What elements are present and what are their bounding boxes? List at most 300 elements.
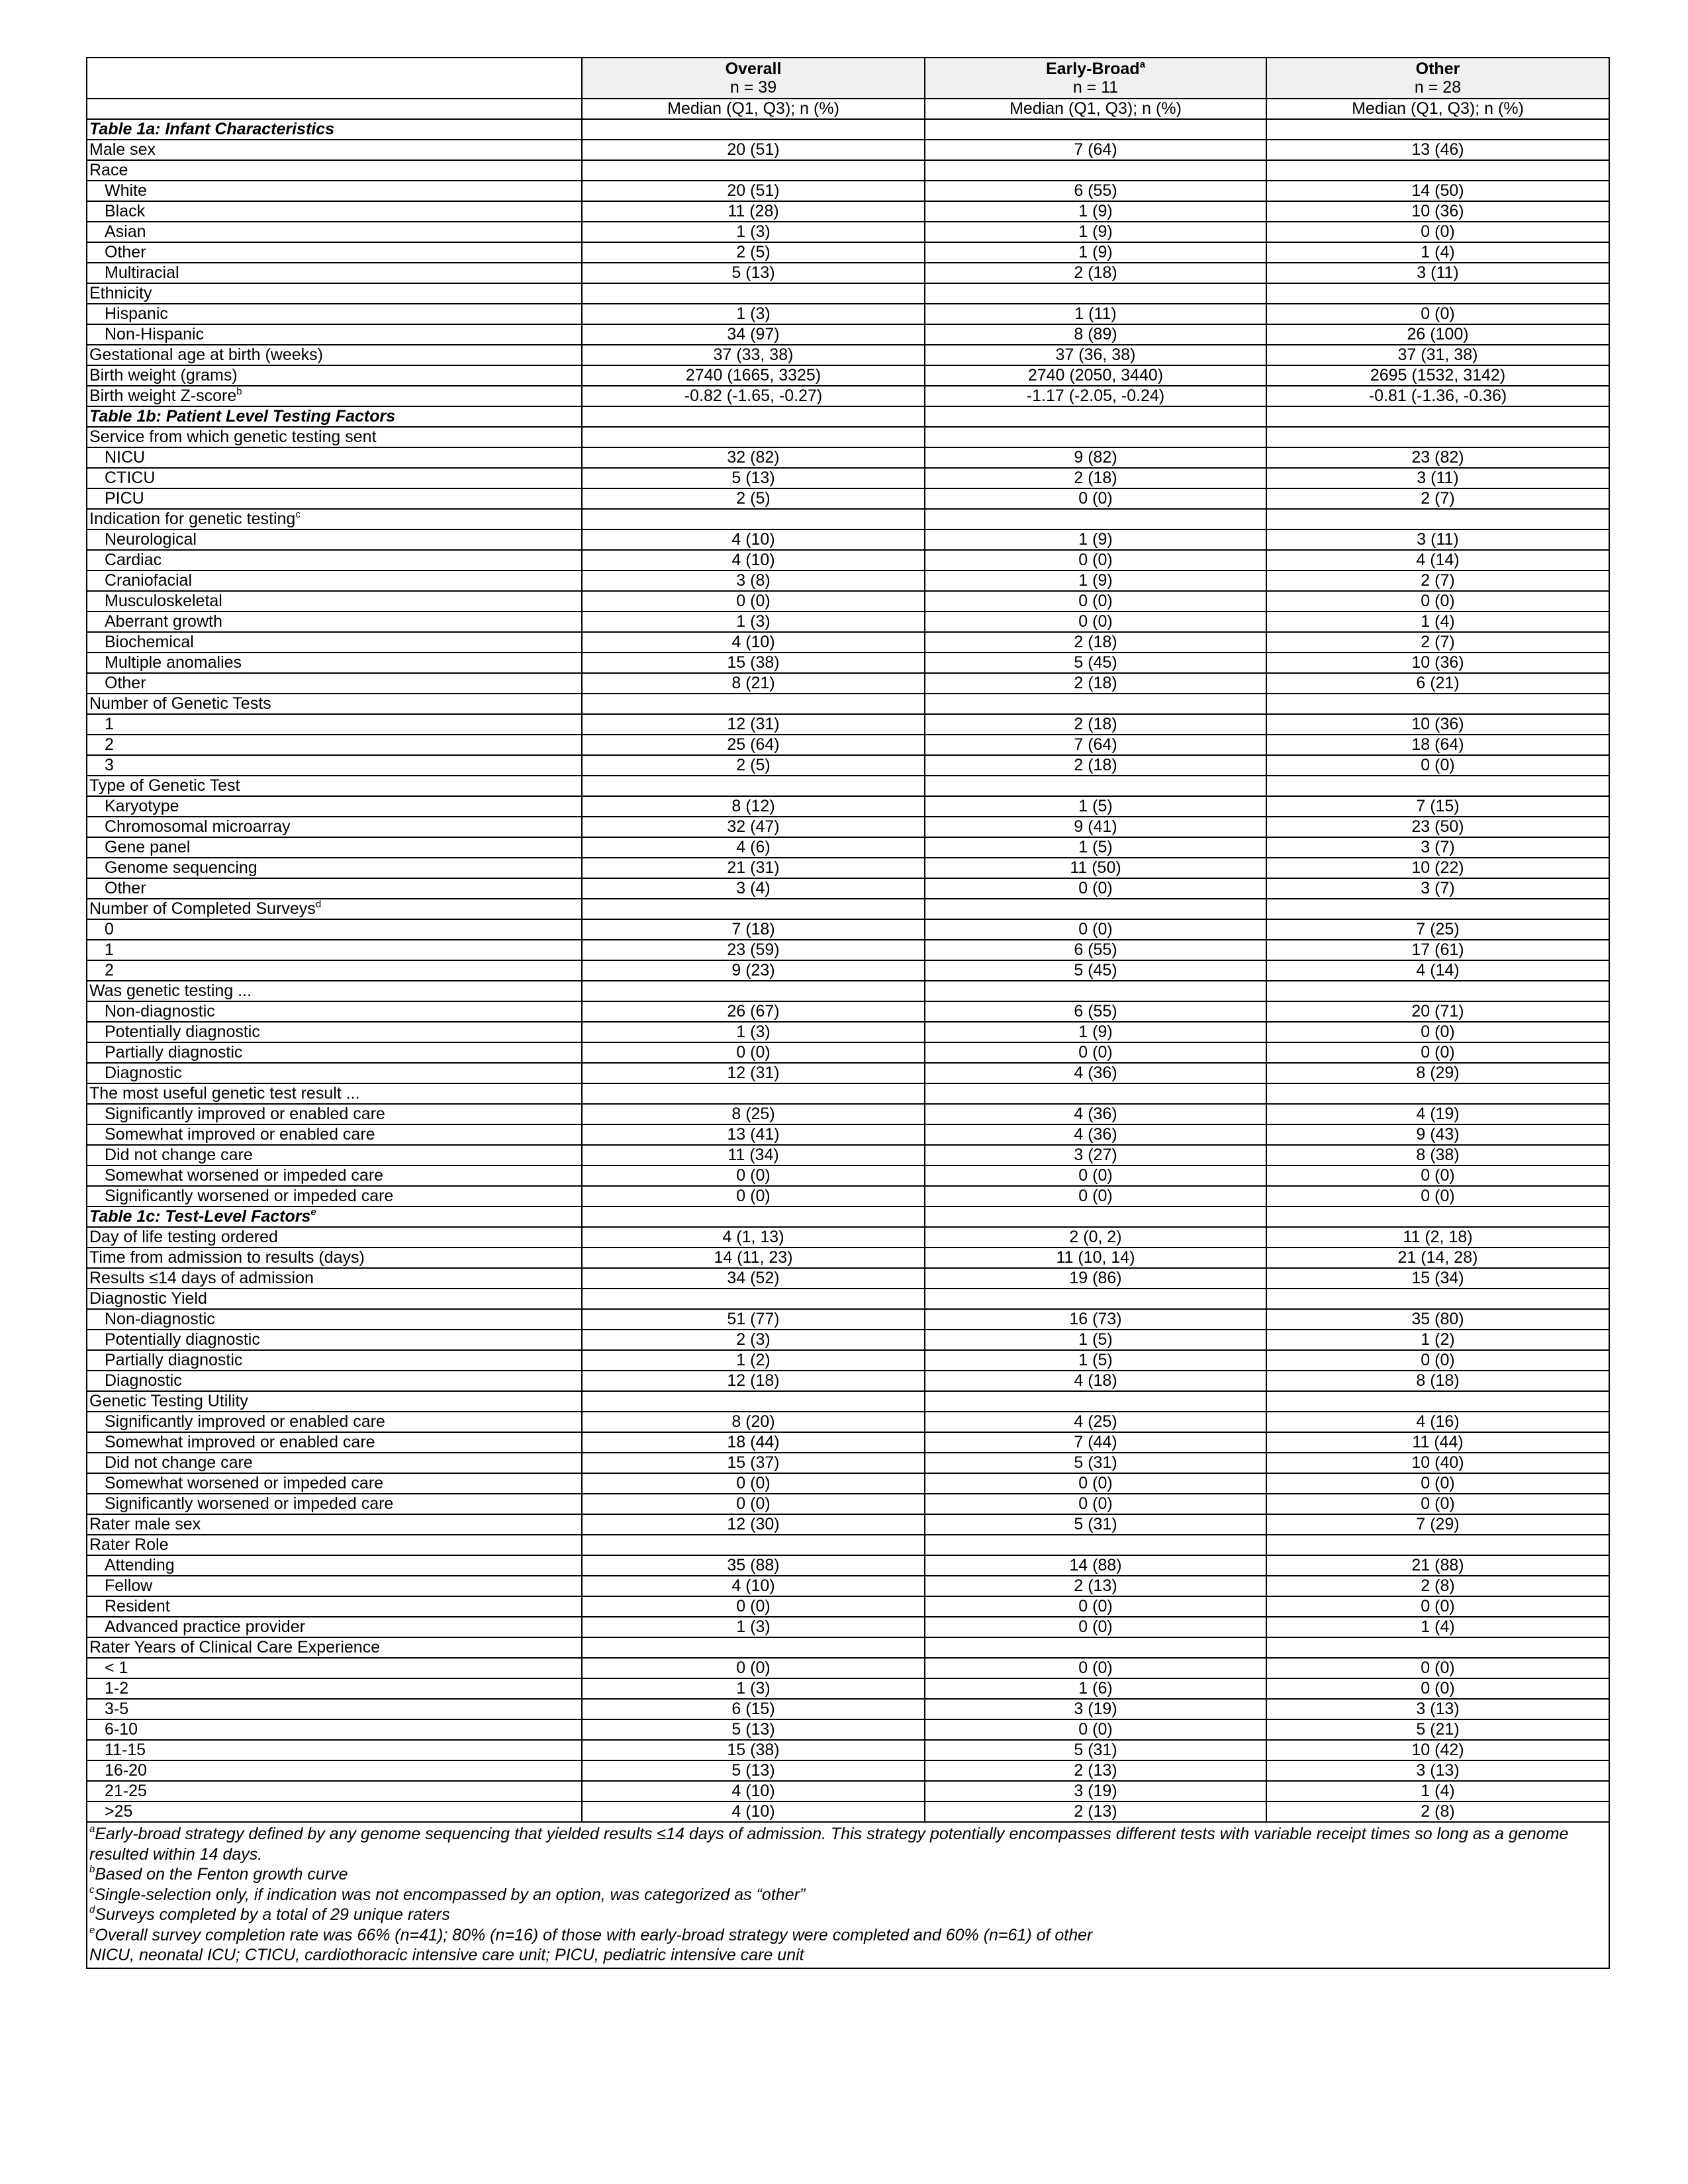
value-cell <box>1266 1391 1609 1412</box>
value-cell <box>582 776 925 796</box>
row-label-cell <box>87 1022 582 1042</box>
value-cell: 32 (82) <box>582 447 925 468</box>
row-label: Musculoskeletal <box>105 592 222 610</box>
value-cell <box>582 1206 925 1227</box>
table-row <box>87 140 1609 160</box>
row-label: Diagnostic <box>105 1064 182 1082</box>
row-label-cell <box>87 1309 582 1330</box>
table-row <box>87 447 1609 468</box>
row-label: Craniofacial <box>105 571 193 590</box>
value-cell: 0 (0) <box>1266 1658 1609 1678</box>
value-cell: 0 (0) <box>925 550 1266 570</box>
value-cell: 1 (2) <box>1266 1330 1609 1350</box>
row-label-cell <box>87 1186 582 1206</box>
row-label: Resident <box>105 1597 170 1615</box>
table-row <box>87 591 1609 612</box>
value-cell: 0 (0) <box>925 1596 1266 1617</box>
value-cell: 1 (9) <box>925 529 1266 550</box>
value-cell: 4 (10) <box>582 529 925 550</box>
value-cell: 3 (8) <box>582 570 925 591</box>
value-cell: 0 (0) <box>925 878 1266 899</box>
value-cell: 0 (0) <box>925 591 1266 612</box>
value-cell <box>582 899 925 919</box>
value-cell: 4 (14) <box>1266 960 1609 981</box>
value-cell: 10 (36) <box>1266 714 1609 735</box>
value-cell: 10 (36) <box>1266 653 1609 673</box>
table-row <box>87 1042 1609 1063</box>
value-cell <box>582 160 925 181</box>
column-n: n = 28 <box>1414 78 1462 97</box>
value-cell: 0 (0) <box>1266 1042 1609 1063</box>
section-title: Table 1a: Infant Characteristics <box>89 120 335 138</box>
value-cell: 3 (7) <box>1266 837 1609 858</box>
row-label: Black <box>105 202 146 220</box>
value-cell <box>925 899 1266 919</box>
value-cell: 4 (18) <box>925 1371 1266 1391</box>
value-cell: 1 (4) <box>1266 242 1609 263</box>
value-cell: 5 (13) <box>582 1760 925 1781</box>
value-cell: 23 (50) <box>1266 817 1609 837</box>
row-label: Other <box>105 879 146 897</box>
row-label: Non-Hispanic <box>105 325 205 343</box>
footnote <box>89 1905 1607 1925</box>
value-cell: 4 (10) <box>582 1801 925 1822</box>
row-label: Genome sequencing <box>105 858 258 877</box>
value-cell: 12 (31) <box>582 1063 925 1083</box>
footnote <box>89 1824 1607 1864</box>
row-label-cell <box>87 365 582 386</box>
row-label-cell <box>87 406 582 427</box>
row-label-cell <box>87 1248 582 1268</box>
value-cell: 1 (9) <box>925 201 1266 222</box>
row-label-cell <box>87 1760 582 1781</box>
value-cell: 4 (19) <box>1266 1104 1609 1124</box>
row-label: 2 <box>105 735 114 754</box>
column-header-early-broad <box>925 58 1266 99</box>
footnote-marker: c <box>295 509 301 520</box>
value-cell: 2 (7) <box>1266 570 1609 591</box>
value-cell: 0 (0) <box>1266 1022 1609 1042</box>
value-cell <box>582 1083 925 1104</box>
value-cell <box>1266 981 1609 1001</box>
row-label-cell <box>87 796 582 817</box>
footnote-marker: b <box>89 1864 95 1875</box>
row-label: Asian <box>105 222 146 241</box>
column-header-overall <box>582 58 925 99</box>
table-row <box>87 1145 1609 1165</box>
row-label: Hispanic <box>105 304 168 323</box>
table-row <box>87 1555 1609 1576</box>
value-cell <box>925 776 1266 796</box>
row-label-cell <box>87 694 582 714</box>
value-cell: 1 (5) <box>925 1350 1266 1371</box>
value-cell: 4 (10) <box>582 1576 925 1596</box>
row-label: Significantly worsened or impeded care <box>105 1187 394 1205</box>
table-row <box>87 1001 1609 1022</box>
value-cell: 5 (45) <box>925 653 1266 673</box>
value-cell <box>1266 406 1609 427</box>
footnote-marker: b <box>236 386 242 397</box>
row-label-cell <box>87 1268 582 1289</box>
row-label-cell <box>87 1206 582 1227</box>
row-label: Significantly worsened or impeded care <box>105 1494 394 1513</box>
row-label-cell <box>87 632 582 653</box>
value-cell: 1 (5) <box>925 1330 1266 1350</box>
value-cell: 2 (13) <box>925 1760 1266 1781</box>
value-cell: 1 (3) <box>582 222 925 242</box>
value-cell: 19 (86) <box>925 1268 1266 1289</box>
table-row <box>87 1412 1609 1432</box>
row-label: Aberrant growth <box>105 612 222 631</box>
value-cell: 6 (15) <box>582 1699 925 1719</box>
table-row <box>87 837 1609 858</box>
footnote-text: NICU, neonatal ICU; CTICU, cardiothoracic intensive care unit; PICU, pediatric intensive care unit <box>89 1946 804 1964</box>
table-row <box>87 735 1609 755</box>
value-cell: 8 (25) <box>582 1104 925 1124</box>
row-label-cell <box>87 468 582 488</box>
table-row <box>87 1596 1609 1617</box>
value-cell: 6 (55) <box>925 181 1266 201</box>
row-label-cell <box>87 509 582 529</box>
row-label: Number of Genetic Tests <box>89 694 271 713</box>
row-label: CTICU <box>105 469 156 487</box>
value-cell: 4 (10) <box>582 632 925 653</box>
table-row <box>87 1165 1609 1186</box>
table-row <box>87 181 1609 201</box>
row-label-cell <box>87 488 582 509</box>
value-cell: 21 (88) <box>1266 1555 1609 1576</box>
footnote <box>89 1864 1607 1885</box>
value-cell: 0 (0) <box>582 1165 925 1186</box>
row-label: Did not change care <box>105 1146 253 1164</box>
value-cell: 1 (3) <box>582 1617 925 1637</box>
row-label: 1 <box>105 715 114 733</box>
table-row <box>87 1494 1609 1514</box>
value-cell: 5 (31) <box>925 1740 1266 1760</box>
table-row <box>87 796 1609 817</box>
table-row <box>87 1186 1609 1206</box>
value-cell <box>925 1083 1266 1104</box>
table-row <box>87 1473 1609 1494</box>
table-row <box>87 468 1609 488</box>
row-label: Rater Role <box>89 1535 169 1554</box>
stat-header-row <box>87 99 1609 119</box>
category-row <box>87 1535 1609 1555</box>
value-cell: 2 (18) <box>925 714 1266 735</box>
row-label-cell <box>87 1596 582 1617</box>
value-cell: 9 (41) <box>925 817 1266 837</box>
category-row <box>87 283 1609 304</box>
value-cell: 3 (11) <box>1266 529 1609 550</box>
value-cell: 7 (64) <box>925 140 1266 160</box>
table-row <box>87 653 1609 673</box>
row-label: Other <box>105 243 146 261</box>
value-cell: 12 (18) <box>582 1371 925 1391</box>
value-cell: 3 (13) <box>1266 1760 1609 1781</box>
category-row <box>87 160 1609 181</box>
row-label-cell <box>87 427 582 447</box>
value-cell: 0 (0) <box>1266 755 1609 776</box>
value-cell: 4 (16) <box>1266 1412 1609 1432</box>
value-cell: 2740 (1665, 3325) <box>582 365 925 386</box>
row-label-cell <box>87 1617 582 1637</box>
value-cell: 2 (18) <box>925 632 1266 653</box>
row-label-cell <box>87 858 582 878</box>
stat-label: Median (Q1, Q3); n (%) <box>925 99 1266 119</box>
value-cell: 3 (11) <box>1266 263 1609 283</box>
row-label-cell <box>87 181 582 201</box>
value-cell: 1 (5) <box>925 796 1266 817</box>
row-label: Gestational age at birth (weeks) <box>89 345 323 364</box>
value-cell <box>582 1535 925 1555</box>
table-row <box>87 1104 1609 1124</box>
column-title: Early-Broad <box>1045 60 1140 78</box>
value-cell: 26 (67) <box>582 1001 925 1022</box>
value-cell: 0 (0) <box>925 1617 1266 1637</box>
category-row <box>87 1391 1609 1412</box>
row-label-cell <box>87 1350 582 1371</box>
value-cell: 2 (5) <box>582 755 925 776</box>
column-title: Other <box>1415 60 1460 78</box>
value-cell: 1 (9) <box>925 570 1266 591</box>
row-label-cell <box>87 1165 582 1186</box>
row-label-cell <box>87 550 582 570</box>
row-label: Non-diagnostic <box>105 1002 215 1021</box>
stat-label: Median (Q1, Q3); n (%) <box>582 99 925 119</box>
row-label-cell <box>87 1535 582 1555</box>
value-cell: 2 (7) <box>1266 488 1609 509</box>
row-label-cell <box>87 1719 582 1740</box>
row-label-cell <box>87 1412 582 1432</box>
row-label: Was genetic testing ... <box>89 981 252 1000</box>
value-cell: 7 (18) <box>582 919 925 940</box>
value-cell: 37 (36, 38) <box>925 345 1266 365</box>
row-label: Did not change care <box>105 1453 253 1472</box>
row-label: Diagnostic Yield <box>89 1289 207 1308</box>
value-cell: 7 (29) <box>1266 1514 1609 1535</box>
value-cell: 3 (7) <box>1266 878 1609 899</box>
row-label: 21-25 <box>105 1782 147 1800</box>
category-row <box>87 899 1609 919</box>
value-cell <box>925 694 1266 714</box>
row-label: Rater Years of Clinical Care Experience <box>89 1638 381 1657</box>
row-label-cell <box>87 201 582 222</box>
value-cell <box>1266 1289 1609 1309</box>
value-cell: 1 (4) <box>1266 1617 1609 1637</box>
value-cell <box>925 509 1266 529</box>
value-cell <box>582 406 925 427</box>
row-label: 3-5 <box>105 1700 129 1718</box>
value-cell: -1.17 (-2.05, -0.24) <box>925 386 1266 406</box>
table-row <box>87 550 1609 570</box>
footnotes <box>87 1822 1609 1968</box>
value-cell <box>925 1289 1266 1309</box>
table-row <box>87 570 1609 591</box>
footnote-marker: e <box>310 1206 316 1218</box>
row-label-cell <box>87 1699 582 1719</box>
value-cell: 9 (23) <box>582 960 925 981</box>
value-cell: 13 (41) <box>582 1124 925 1145</box>
value-cell <box>1266 899 1609 919</box>
column-n: n = 39 <box>729 78 777 97</box>
value-cell <box>925 427 1266 447</box>
table-row <box>87 612 1609 632</box>
value-cell: 2 (18) <box>925 263 1266 283</box>
value-cell: 10 (40) <box>1266 1453 1609 1473</box>
value-cell <box>582 283 925 304</box>
row-label-cell <box>87 242 582 263</box>
table-row <box>87 1699 1609 1719</box>
column-header-other <box>1266 58 1609 99</box>
stat-label: Median (Q1, Q3); n (%) <box>1266 99 1609 119</box>
row-label-cell <box>87 878 582 899</box>
value-cell: 2 (18) <box>925 468 1266 488</box>
value-cell: 18 (44) <box>582 1432 925 1453</box>
value-cell: 3 (13) <box>1266 1699 1609 1719</box>
value-cell: -0.82 (-1.65, -0.27) <box>582 386 925 406</box>
footnote-marker: d <box>315 899 322 910</box>
footnote-text: Overall survey completion rate was 66% (n=41); 80% (n=16) of those with early-broad strategy were completed and 60% (n=61) of other <box>95 1925 1093 1944</box>
row-label: Diagnostic <box>105 1371 182 1390</box>
row-label: Fellow <box>105 1576 153 1595</box>
value-cell: 5 (31) <box>925 1453 1266 1473</box>
value-cell: 13 (46) <box>1266 140 1609 160</box>
table-row <box>87 1268 1609 1289</box>
value-cell <box>925 981 1266 1001</box>
row-label-cell <box>87 1555 582 1576</box>
row-label: Potentially diagnostic <box>105 1023 260 1041</box>
row-label: Somewhat improved or enabled care <box>105 1433 375 1451</box>
table-row <box>87 304 1609 324</box>
value-cell: 1 (9) <box>925 1022 1266 1042</box>
table-row <box>87 488 1609 509</box>
table-row <box>87 386 1609 406</box>
row-label: Non-diagnostic <box>105 1310 215 1328</box>
header-row <box>87 58 1609 99</box>
table-row <box>87 1309 1609 1330</box>
table-row <box>87 1453 1609 1473</box>
table-row <box>87 1022 1609 1042</box>
row-label: Time from admission to results (days) <box>89 1248 365 1267</box>
row-label: Somewhat worsened or impeded care <box>105 1166 384 1185</box>
row-label-cell <box>87 324 582 345</box>
category-row <box>87 694 1609 714</box>
value-cell: 15 (38) <box>582 653 925 673</box>
value-cell: 2 (18) <box>925 755 1266 776</box>
stat-header-blank-cell <box>87 99 582 119</box>
value-cell: 8 (20) <box>582 1412 925 1432</box>
row-label-cell <box>87 1781 582 1801</box>
value-cell: 0 (0) <box>582 1658 925 1678</box>
value-cell: 5 (21) <box>1266 1719 1609 1740</box>
value-cell <box>1266 1206 1609 1227</box>
row-label-cell <box>87 1391 582 1412</box>
table-row <box>87 919 1609 940</box>
value-cell <box>1266 694 1609 714</box>
value-cell: 21 (31) <box>582 858 925 878</box>
row-label-cell <box>87 160 582 181</box>
value-cell: 10 (36) <box>1266 201 1609 222</box>
row-label: Somewhat worsened or impeded care <box>105 1474 384 1492</box>
value-cell: 9 (82) <box>925 447 1266 468</box>
value-cell: 8 (21) <box>582 673 925 694</box>
table-row <box>87 345 1609 365</box>
footnote-text: Single-selection only, if indication was not encompassed by an option, was categorized as “other” <box>94 1885 806 1904</box>
value-cell: 14 (50) <box>1266 181 1609 201</box>
value-cell: 15 (34) <box>1266 1268 1609 1289</box>
characteristics-table <box>86 57 1610 1969</box>
footnote-marker: a <box>1139 59 1146 70</box>
row-label-cell <box>87 1124 582 1145</box>
value-cell: 1 (11) <box>925 304 1266 324</box>
row-label: Karyotype <box>105 797 179 815</box>
row-label: Potentially diagnostic <box>105 1330 260 1349</box>
section-heading-row <box>87 1206 1609 1227</box>
table-row <box>87 222 1609 242</box>
footnote-text: Based on the Fenton growth curve <box>95 1865 348 1884</box>
table-row <box>87 1514 1609 1535</box>
section-heading-row <box>87 119 1609 140</box>
value-cell: 2 (0, 2) <box>925 1227 1266 1248</box>
table-row <box>87 1719 1609 1740</box>
value-cell: 3 (19) <box>925 1699 1266 1719</box>
footnote-text: Early-broad strategy defined by any genome sequencing that yielded results ≤14 days of admission. This strategy potentially encompasses different tests with variable receipt times so long as a genome resulted within 14 days. <box>89 1825 1569 1864</box>
row-label-cell <box>87 1576 582 1596</box>
row-label-cell <box>87 1104 582 1124</box>
row-label: Male sex <box>89 140 156 159</box>
value-cell: 0 (0) <box>925 1494 1266 1514</box>
row-label: Multiracial <box>105 263 179 282</box>
table-row <box>87 1658 1609 1678</box>
value-cell: 0 (0) <box>925 1658 1266 1678</box>
value-cell: 7 (64) <box>925 735 1266 755</box>
row-label-cell <box>87 1453 582 1473</box>
table-row <box>87 1432 1609 1453</box>
value-cell: 0 (0) <box>582 591 925 612</box>
table-row <box>87 242 1609 263</box>
value-cell <box>925 283 1266 304</box>
row-label: Number of Completed Surveys <box>89 899 316 918</box>
value-cell: 11 (50) <box>925 858 1266 878</box>
value-cell: 1 (4) <box>1266 1781 1609 1801</box>
category-row <box>87 1637 1609 1658</box>
value-cell: 2 (5) <box>582 242 925 263</box>
category-row <box>87 509 1609 529</box>
section-title: Table 1b: Patient Level Testing Factors <box>89 407 396 426</box>
row-label: Advanced practice provider <box>105 1617 305 1636</box>
value-cell: 20 (51) <box>582 140 925 160</box>
row-label-cell <box>87 960 582 981</box>
row-label-cell <box>87 981 582 1001</box>
row-label: Attending <box>105 1556 175 1574</box>
row-label: Results ≤14 days of admission <box>89 1269 314 1287</box>
value-cell <box>1266 509 1609 529</box>
row-label: 3 <box>105 756 114 774</box>
value-cell: 0 (0) <box>582 1596 925 1617</box>
value-cell: 11 (44) <box>1266 1432 1609 1453</box>
category-row <box>87 776 1609 796</box>
row-label: Race <box>89 161 128 179</box>
row-label: Rater male sex <box>89 1515 201 1533</box>
value-cell <box>1266 776 1609 796</box>
value-cell: 0 (0) <box>925 612 1266 632</box>
value-cell: 4 (36) <box>925 1104 1266 1124</box>
value-cell: 4 (10) <box>582 1781 925 1801</box>
table-row <box>87 324 1609 345</box>
value-cell: 0 (0) <box>925 488 1266 509</box>
footnote <box>89 1925 1607 1946</box>
row-label-cell <box>87 1473 582 1494</box>
